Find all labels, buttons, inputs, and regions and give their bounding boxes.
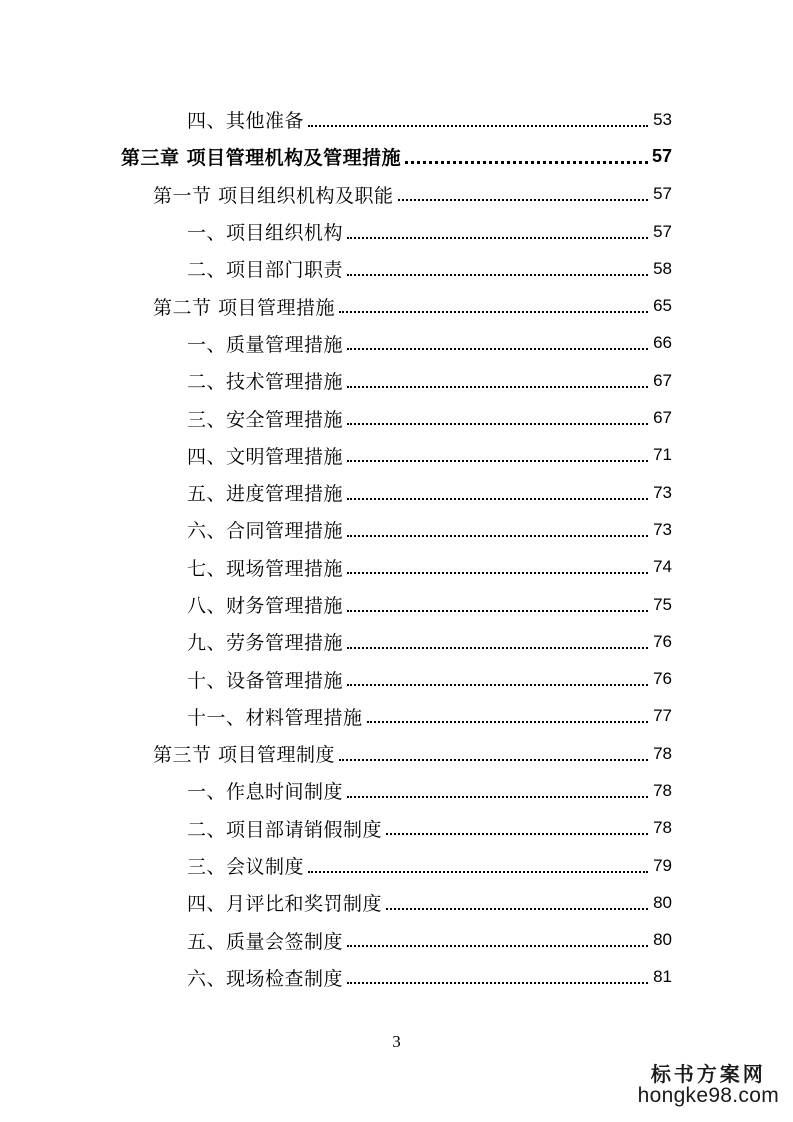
toc-dot-leader — [347, 610, 648, 612]
toc-entry[interactable] — [0, 101, 793, 138]
toc-entry-page: 81 — [653, 967, 672, 987]
toc-entry[interactable] — [0, 362, 793, 399]
toc-dot-leader — [339, 759, 648, 761]
toc-dot-leader — [347, 460, 648, 462]
toc-entry-label: 三、会议制度 — [187, 856, 305, 879]
toc-dot-leader — [308, 871, 648, 873]
toc-entry[interactable] — [0, 959, 793, 996]
toc-entry-label: 二、技术管理措施 — [187, 371, 344, 394]
toc-entry-page: 78 — [653, 818, 672, 838]
toc-entry-page: 67 — [653, 370, 672, 390]
toc-entry[interactable] — [0, 474, 793, 511]
toc-entry[interactable] — [0, 772, 793, 809]
watermark-name: 标书方案网 — [650, 1062, 766, 1086]
toc-entry-page: 66 — [653, 333, 672, 353]
toc-dot-leader — [347, 237, 648, 239]
watermark — [638, 1064, 779, 1107]
toc-entry-label: 五、进度管理措施 — [187, 483, 344, 506]
toc-entry-label: 七、现场管理措施 — [187, 557, 344, 580]
toc-entry[interactable] — [0, 511, 793, 548]
toc-entry-page: 77 — [653, 706, 672, 726]
toc-entry[interactable] — [0, 698, 793, 735]
toc-dot-leader — [347, 647, 648, 649]
toc-entry[interactable] — [0, 735, 793, 772]
toc-entry[interactable] — [0, 287, 793, 324]
toc-entry[interactable] — [0, 325, 793, 362]
toc-entry-label: 八、财务管理措施 — [187, 595, 344, 617]
toc-dot-leader — [347, 423, 648, 425]
toc-entry-label: 三、安全管理措施 — [187, 408, 344, 431]
toc-entry-label: 十、设备管理措施 — [187, 669, 344, 692]
toc-entry-page: 53 — [653, 109, 672, 129]
toc-entry-page: 57 — [653, 184, 672, 204]
table-of-contents — [0, 101, 793, 996]
toc-entry-page: 57 — [651, 146, 672, 167]
toc-entry-label: 二、项目部门职责 — [187, 259, 344, 282]
toc-entry-label: 第一节 项目组织机构及职能 — [153, 184, 394, 207]
toc-dot-leader — [347, 498, 648, 500]
toc-entry-label: 六、合同管理措施 — [187, 520, 344, 543]
toc-dot-leader — [347, 572, 648, 574]
toc-dot-leader — [347, 535, 648, 537]
toc-entry[interactable] — [0, 586, 793, 623]
toc-entry-label: 一、质量管理措施 — [187, 333, 344, 356]
toc-dot-leader — [308, 125, 648, 127]
toc-entry[interactable] — [0, 138, 793, 175]
toc-entry-label: 四、月评比和奖罚制度 — [187, 893, 383, 916]
toc-entry-label: 二、项目部请销假制度 — [187, 818, 383, 841]
toc-entry[interactable] — [0, 660, 793, 697]
toc-entry-page: 73 — [653, 519, 672, 539]
toc-dot-leader — [405, 161, 648, 164]
toc-entry-page: 80 — [653, 892, 672, 912]
toc-dot-leader — [347, 274, 648, 276]
watermark-url: hongke98.com — [637, 1084, 779, 1107]
toc-entry-label: 十一、材料管理措施 — [187, 706, 363, 729]
toc-entry-page: 71 — [653, 445, 672, 465]
toc-dot-leader — [386, 908, 648, 910]
toc-dot-leader — [347, 945, 648, 947]
toc-entry-page: 78 — [653, 743, 672, 763]
toc-dot-leader — [386, 833, 648, 835]
toc-entry[interactable] — [0, 549, 793, 586]
toc-entry-label: 四、其他准备 — [187, 110, 305, 133]
toc-dot-leader — [347, 386, 648, 388]
toc-dot-leader — [347, 982, 648, 984]
toc-dot-leader — [347, 684, 648, 686]
toc-dot-leader — [367, 721, 648, 723]
toc-entry-page: 65 — [653, 296, 672, 316]
toc-entry-page: 67 — [653, 408, 672, 428]
toc-entry-page: 57 — [653, 221, 672, 241]
toc-entry-page: 74 — [653, 557, 672, 577]
toc-entry[interactable] — [0, 399, 793, 436]
toc-entry-page: 78 — [653, 780, 672, 800]
toc-entry-label: 九、劳务管理措施 — [187, 632, 344, 655]
toc-dot-leader — [339, 311, 648, 313]
toc-entry-label: 五、质量会签制度 — [187, 930, 344, 953]
page-number: 3 — [392, 1032, 401, 1051]
toc-dot-leader — [347, 796, 648, 798]
toc-entry-label: 第二节 项目管理措施 — [153, 296, 336, 319]
toc-entry[interactable] — [0, 213, 793, 250]
toc-entry-page: 80 — [653, 930, 672, 950]
toc-entry[interactable] — [0, 847, 793, 884]
toc-entry[interactable] — [0, 250, 793, 287]
toc-entry[interactable] — [0, 623, 793, 660]
toc-entry-label: 第三节 项目管理制度 — [153, 744, 336, 767]
toc-entry-label: 一、作息时间制度 — [187, 781, 344, 804]
toc-entry-page: 75 — [653, 594, 672, 614]
toc-dot-leader — [398, 199, 648, 201]
toc-entry-label: 四、文明管理措施 — [187, 445, 344, 468]
toc-dot-leader — [347, 348, 648, 350]
toc-entry-label: 一、项目组织机构 — [187, 222, 344, 245]
toc-entry-page: 79 — [653, 855, 672, 875]
toc-entry-page: 76 — [653, 669, 672, 689]
toc-entry[interactable] — [0, 810, 793, 847]
toc-entry-page: 73 — [653, 482, 672, 502]
toc-entry[interactable] — [0, 922, 793, 959]
toc-entry-page: 58 — [653, 258, 672, 278]
toc-entry-label: 六、现场检查制度 — [187, 967, 344, 990]
toc-entry[interactable] — [0, 884, 793, 921]
toc-entry-page: 76 — [653, 631, 672, 651]
toc-entry-label: 第三章 项目管理机构及管理措施 — [121, 147, 402, 170]
toc-entry[interactable] — [0, 437, 793, 474]
toc-entry[interactable] — [0, 176, 793, 213]
